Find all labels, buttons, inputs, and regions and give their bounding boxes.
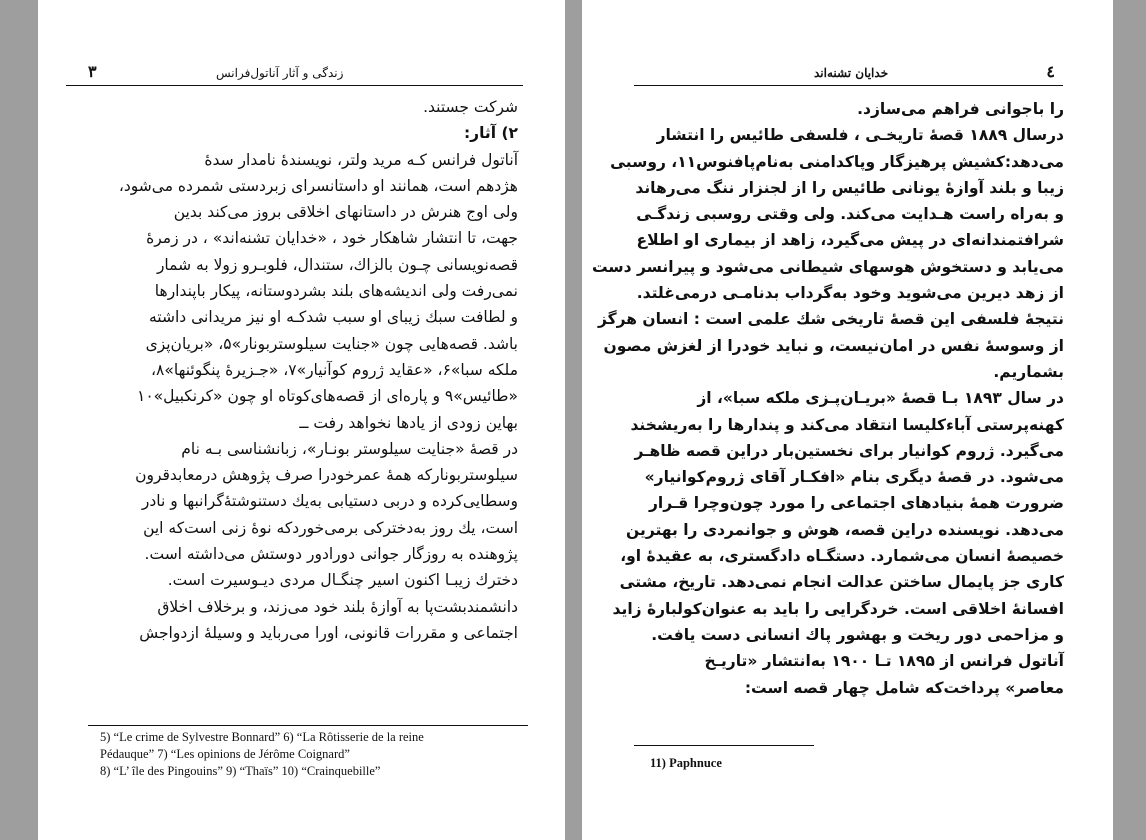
right-running-title: خدایان تشنه‌اند [814,66,889,80]
text-line: آناتول فرانس از ۱۸۹۵ تـا ۱۹۰۰ به‌انتشار «تاریـخ [704,652,1064,671]
text-line: دخترك زیبـا اکنون اسیر چنگـال مردی دیـوسیرت است. [167,571,518,590]
text-line: را باجوانی فراهم می‌سازد. [857,100,1064,118]
text-line: ضرورت همهٔ بنیادهای اجتماعی را مورد چون‌وچرا قـرار [648,494,1064,513]
footnote-rule [634,745,814,746]
text-line: دانشمندبشت‌پا به آوازهٔ بلند خود می‌زند، و برخلاف اخلاق [157,597,518,616]
text-line: از زهد دیرین می‌شوید وخود به‌گرداب بدنامـی درمی‌غلتد. [636,284,1064,303]
text-line: نمی‌رفت ولی اندیشه‌های بلند بشردوستانه، پیکار باپندارها [154,282,518,301]
left-running-title: زندگی و آثار آناتول‌فرانس [216,66,344,80]
left-page-number: ۳ [88,62,97,81]
text-line: بهاین زودی از یادها نخواهد رفت ــ [299,413,518,432]
footnote-line: 5) “Le crime de Sylvestre Bonnard” 6) “La Rôtisserie de la reine [100,730,424,744]
text-line: وسطایی‌کرده و دربی دستیابی به‌یك دستنوشتهٔ‌گرانبها و نادر [141,492,518,511]
left-running-header [66,60,523,86]
text-line: شرافتمندانه‌ای در پیش می‌گیرد، زاهد از بیماری او اطلاع [636,231,1064,250]
text-line: باشد. قصه‌هایی چون «جنایت سیلوستربونار»۵، «بریان‌پزی [145,334,518,353]
footnote-line: 8) “L’ île des Pingouins” 9) “Thaïs” 10) “Crainquebille” [100,764,381,778]
right-footnotes [650,755,722,772]
text-line: اجتماعی و مقررات قانونی، اورا می‌رباید و وسیلهٔ ازدواجش [139,623,518,642]
text-line: ولی اوج هنرش در داستانهای اخلاقی بروز می‌کند بدین [173,203,518,222]
text-line: و به‌راه راست هـدایت می‌کند. ولی وقتی روسبی زندگـی [636,205,1064,224]
text-line: بشماریم. [993,362,1064,381]
text-line: در قصهٔ «جنایت سیلوستر بونـار»، زبانشناسی بـه نام [181,439,518,458]
right-page-number: ٤ [1046,62,1055,81]
text-line: از وسوسهٔ نفس در امان‌نیست، و نباید خودرا از لغزش مصون [603,336,1064,355]
text-line: کاری جز پایمال ساختن عدالت انجام نمی‌دهد. تاریخ، مشتی [619,573,1064,592]
text-line: و لطافت سبك زیبای او سبب شدکـه او نیز مریدانی داشته [149,308,518,327]
text-line: است، یك روز به‌دختر‌کی برمی‌خورد‌که نوهٔ زنی است‌که این [143,518,518,537]
footnote-line: 11) Paphnuce [650,756,722,770]
text-line: در سال ۱۸۹۳ بـا قصهٔ «بریـان‌پـزی ملکه سبا»، از [697,389,1064,408]
right-running-header [634,60,1063,86]
text-line: افسانهٔ اخلاقی است. خردگرایی را باید به عنوان‌کولبارهٔ زاید [612,599,1064,618]
left-body-text [78,94,518,646]
text-line: پژوهنده به روزگار جوانی دورادور دوستش می‌داشته است. [144,545,518,564]
footnote-rule [88,725,528,726]
text-line: می‌دهد:کشیش پرهیزگار وپاکدامنی به‌نام‌پافنوس۱۱، روسبی [610,152,1064,171]
text-line: می‌شود. در قصهٔ دیگری بنام «افکـار آقای ژروم‌کوانیار» [644,468,1064,487]
text-line: شرکت جستند. [423,98,518,116]
text-line: معاصر» پرداخت‌که شامل چهار قصه است: [744,678,1064,697]
text-line: ملکه سبا»۶، «عقاید ژروم کوآنیار»۷، «جـزیرهٔ پنگوئنها»۸، [151,360,518,379]
section-heading: ۲) آثار: [463,124,518,143]
text-line: خصیصهٔ انسان می‌شمارد. دستگـاه دادگستری، به عقیدهٔ او، [620,547,1064,566]
left-footnotes [100,729,424,780]
text-line: قصه‌نویسانی چـون بالزاك، ستندال، فلوبـرو زولا به شمار [156,255,518,274]
text-line: و مزاحمی دور ریخت و بهشور پاك انسانی دست یافت. [651,625,1064,644]
text-line: هژدهم است، همانند او داستانسرای زبردستی شمرده می‌شود، [118,176,518,195]
text-line: نتیجهٔ فلسفی این قصهٔ تاریخی شك علمی است : انسان هرگز [597,310,1064,329]
text-line: آناتول فرانس کـه مرید ولتر، نویسندهٔ نامدار سدهٔ [204,150,518,169]
text-line: کهنه‌پرستی آباءکلیسا انتقاد می‌کند و پندارها را به‌ریشخند [630,415,1064,434]
text-line: «طائیس»۹ و پاره‌ای از قصه‌های‌کوتاه او چون «کرنکبیل»۱۰ [137,387,518,406]
text-line: می‌یابد و دستخوش هوسهای شیطانی می‌شود و پیرانسر دست [591,257,1064,276]
text-line: زیبا و بلند آوازهٔ یونانی طائیس را از لجنزار ننگ می‌رهاند [635,178,1064,197]
right-page [582,0,1113,840]
text-line: می‌دهد. نویسنده دراین قصه، هوش و جوانمردی را بهترین [626,520,1064,539]
left-page [38,0,565,840]
footnote-line: Pédauque” 7) “Les opinions de Jérôme Coignard” [100,747,350,761]
text-line: جهت، تا انتشار شاهکار خود ، «خدایان تشنه‌اند» ، در زمرهٔ [146,229,518,248]
right-body-text [591,96,1064,701]
text-line: می‌گیرد. ژروم کوانیار برای نخستین‌بار دراین قصه ظاهـر [634,441,1064,460]
text-line: سیلوستربونارکه همهٔ عمرخودرا صرف پژوهش درمعابدقرون [135,466,518,485]
text-line: درسال ۱۸۸۹ قصهٔ تاریخـی ، فلسفی طائیس را انتشار [656,126,1064,145]
